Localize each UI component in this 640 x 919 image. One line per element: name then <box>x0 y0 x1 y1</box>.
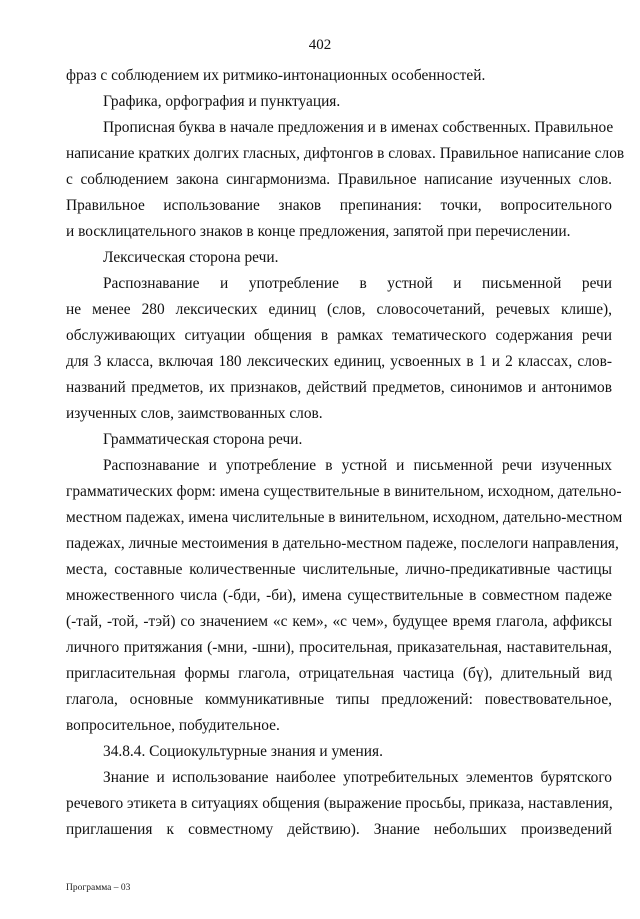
text-line: грамматических форм: имена существительные в винительном, исходном, дательно- <box>66 483 622 500</box>
text-line: личного притяжания (-мни, -шни), просительная, приказательная, наставительная, <box>66 639 612 656</box>
text-line: написание кратких долгих гласных, дифтонгов в словах. Правильное написание слов <box>66 145 625 162</box>
text-line: и восклицательного знаков в конце предложения, запятой при перечислении. <box>66 223 571 240</box>
text-line: Распознавание и употребление в устной и письменной речи <box>103 275 612 292</box>
text-line: Распознавание и употребление в устной и письменной речи изученных <box>103 457 612 474</box>
paragraph-graphics <box>66 115 625 245</box>
text-line: множественного числа (-бди, -би), имена существительные в совместном падеже <box>66 587 612 604</box>
text-line: изученных слов, заимствованных слов. <box>66 405 323 422</box>
text-line: Знание и использование наиболее употребительных элементов бурятского <box>103 769 612 786</box>
heading-sociocultural: 34.8.4. Социокультурные знания и умения. <box>103 743 383 760</box>
page-footer: Программа – 03 <box>66 883 131 893</box>
text-line: с соблюдением закона сингармонизма. Правильное написание изученных слов. <box>66 171 612 188</box>
page-number: 402 <box>308 37 332 53</box>
text-line: глагола, основные коммуникативные типы предложений: повествовательное, <box>66 691 612 708</box>
text-line: местном падежах, имена числительные в винительном, исходном, дательно-местном <box>66 509 623 526</box>
text-line: (-тай, -той, -тэй) со значением «с кем», «с чем», будущее время глагола, аффиксы <box>66 613 612 630</box>
text-line: места, составные количественные числительные, лично-предикативные частицы <box>66 561 612 578</box>
text-line: для 3 класса, включая 180 лексических единиц, усвоенных в 1 и 2 классах, слов- <box>66 353 612 370</box>
paragraph-lexical <box>66 271 612 427</box>
text-line: падежах, личные местоимения в дательно-местном падеже, послелоги направления, <box>66 535 619 552</box>
text-line: обслуживающих ситуации общения в рамках тематического содержания речи <box>66 327 612 344</box>
heading-graphics: Графика, орфография и пунктуация. <box>103 93 341 110</box>
text-line: не менее 280 лексических единиц (слов, словосочетаний, речевых клише), <box>66 301 612 318</box>
text-line: речевого этикета в ситуациях общения (выражение просьбы, приказа, наставления, <box>66 795 613 812</box>
paragraph-sociocultural <box>66 765 612 843</box>
text-line: Прописная буква в начале предложения и в именах собственных. Правильное <box>103 119 614 136</box>
paragraph-intro: фраз с соблюдением их ритмико-интонационных особенностей. <box>66 67 486 84</box>
text-line: пригласительная формы глагола, отрицательная частица (бү), длительный вид <box>66 665 612 682</box>
paragraph-grammar <box>66 453 623 739</box>
text-line: Правильное использование знаков препинания: точки, вопросительного <box>66 197 612 214</box>
page-content <box>66 63 625 843</box>
text-line: вопросительное, побудительное. <box>66 717 280 734</box>
heading-lexical: Лексическая сторона речи. <box>103 249 279 266</box>
heading-grammar: Грамматическая сторона речи. <box>103 431 303 448</box>
text-line: названий предметов, их признаков, действий предметов, синонимов и антонимов <box>66 379 612 396</box>
text-line: приглашения к совместному действию). Знание небольших произведений <box>66 821 612 838</box>
